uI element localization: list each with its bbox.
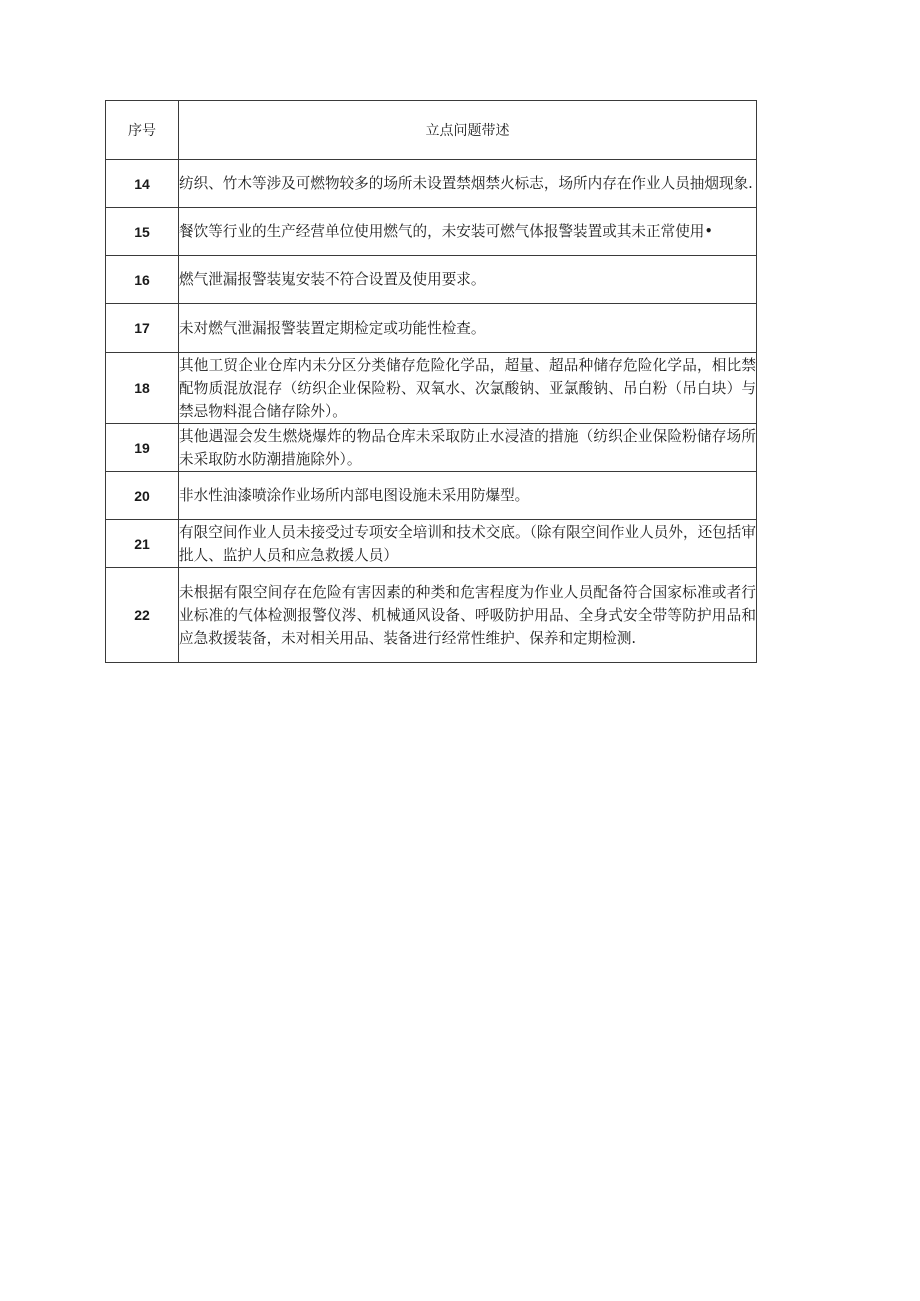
row-number: 20: [106, 472, 179, 520]
row-number: 22: [106, 568, 179, 663]
header-number: 序号: [106, 101, 179, 160]
row-description: 未根据有限空间存在危险有害因素的种类和危害程度为作业人员配备符合国家标准或者行业标准的气体检测报警仪涔、机械通风设备、呼吸防护用品、全身式安全带等防护用品和应急救援装备，未对相关用品、装备进行经常性维护、保养和定期检测.: [179, 568, 757, 663]
row-description: 其他遇湿会发生燃烧爆炸的物品仓库未采取防止水浸渣的措施（纺织企业保险粉储存场所未采取防水防潮措施除外）。: [179, 424, 757, 472]
row-number: 15: [106, 208, 179, 256]
table-row: [106, 304, 757, 353]
issues-table: [105, 100, 757, 663]
row-number: 19: [106, 424, 179, 472]
table-row: [106, 160, 757, 208]
row-number: 16: [106, 256, 179, 304]
table-row: [106, 568, 757, 663]
table-row: [106, 472, 757, 520]
table-row: [106, 520, 757, 568]
row-number: 21: [106, 520, 179, 568]
table-row: [106, 208, 757, 256]
row-description: 餐饮等行业的生产经营单位使用燃气的，未安装可燃气体报警装置或其未正常使用•: [179, 208, 757, 256]
table-row: [106, 256, 757, 304]
row-description: 其他工贸企业仓库内未分区分类储存危险化学品，超量、超品种储存危险化学品，相比禁配物质混放混存（纺织企业保险粉、双氧水、次氯酸钠、亚氯酸钠、吊白粉（吊白块）与禁忌物料混合储存除外）。: [179, 353, 757, 424]
header-description: 立点问题带述: [179, 101, 757, 160]
table-header-row: [106, 101, 757, 160]
row-description: 纺织、竹木等涉及可燃物较多的场所未设置禁烟禁火标志，场所内存在作业人员抽烟现象.: [179, 160, 757, 208]
row-description: 燃气泄漏报警装嵬安装不符合设置及使用要求。: [179, 256, 757, 304]
row-number: 17: [106, 304, 179, 353]
row-number: 14: [106, 160, 179, 208]
table-row: [106, 353, 757, 424]
row-description: 有限空间作业人员未接受过专项安全培训和技术交底。（除有限空间作业人员外，还包括审批人、监护人员和应急救援人员）: [179, 520, 757, 568]
row-description: 未对燃气泄漏报警装置定期检定或功能性检查。: [179, 304, 757, 353]
table-row: [106, 424, 757, 472]
row-description: 非水性油漆喷涂作业场所内部电图设施未采用防爆型。: [179, 472, 757, 520]
row-number: 18: [106, 353, 179, 424]
